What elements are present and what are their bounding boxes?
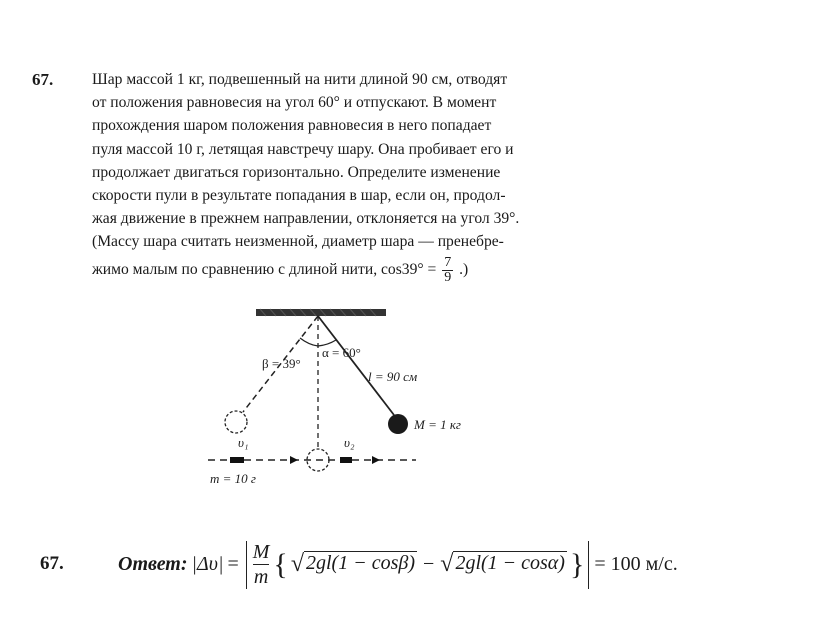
- length-label: l = 90 см: [368, 369, 418, 384]
- mass-ratio-num: M: [252, 541, 270, 563]
- beta-label: β = 39°: [262, 356, 301, 371]
- answer-formula: [118, 540, 678, 589]
- problem-line: скорости пули в результате попадания в шар, если он, продол-: [92, 187, 506, 205]
- bullet-before: [230, 457, 244, 463]
- problem-number: 67.: [32, 70, 54, 89]
- mass-label: M = 1 кг: [414, 417, 462, 432]
- bullet-after: [340, 457, 352, 463]
- v2-label: υ₂: [344, 435, 355, 450]
- cos-fraction-num: 7: [444, 254, 452, 270]
- problem-line: прохождения шаром положения равновесия в него попадает: [92, 117, 492, 135]
- equals-sign: =: [227, 553, 239, 575]
- radical-icon: √: [440, 551, 454, 577]
- alpha-label: α = 60°: [322, 345, 361, 360]
- problem-line: от положения равновесия на угол 60° и отпускают. В момент: [92, 94, 497, 112]
- sqrt-alpha-body: 2gl(1 − cosα): [453, 551, 567, 578]
- v1-label: υ₁: [238, 435, 249, 450]
- mass-ratio: [253, 540, 270, 589]
- minus-sign: −: [422, 553, 435, 575]
- brace-open: {: [273, 547, 288, 581]
- v2-arrow: [372, 456, 380, 464]
- mass-ratio-den: m: [253, 566, 269, 588]
- answer-result: = 100 м/с.: [594, 553, 678, 575]
- problem-line-end: .): [459, 260, 469, 278]
- bullet-mass-label: m = 10 г: [210, 471, 256, 486]
- radical-icon: √: [290, 551, 304, 577]
- abs-bar-left: [246, 541, 247, 589]
- abs-bar-right: [588, 541, 589, 589]
- cos-fraction-den: 9: [444, 269, 452, 285]
- sqrt-alpha: [440, 551, 567, 578]
- answer-label: Ответ:: [118, 553, 188, 575]
- problem-line: Шар массой 1 кг, подвешенный на нити длиной 90 см, отводят: [92, 71, 508, 88]
- answer-number: 67.: [40, 553, 64, 574]
- problem-line: жая движение в прежнем направлении, отклоняется на угол 39°.: [92, 210, 520, 228]
- problem-line: пуля массой 10 г, летящая навстречу шару. Она пробивает его и: [92, 140, 514, 158]
- initial-thread: [318, 316, 394, 415]
- v1-arrow: [290, 456, 298, 464]
- ball-initial: [388, 414, 408, 434]
- delta-v: |Δυ|: [191, 553, 224, 575]
- problem-line: продолжает двигаться горизонтально. Определите изменение: [92, 163, 501, 181]
- sqrt-beta: [291, 551, 417, 578]
- beta-arc: [300, 338, 318, 346]
- problem-line: (Массу шара считать неизменной, диаметр шара — пренебре-: [92, 233, 504, 251]
- sqrt-beta-body: 2gl(1 − cosβ): [304, 551, 417, 578]
- problem-line-last-text: жимо малым по сравнению с длиной нити, cos39° =: [92, 260, 437, 278]
- ball-deflected: [225, 411, 247, 433]
- brace-close: }: [569, 547, 585, 581]
